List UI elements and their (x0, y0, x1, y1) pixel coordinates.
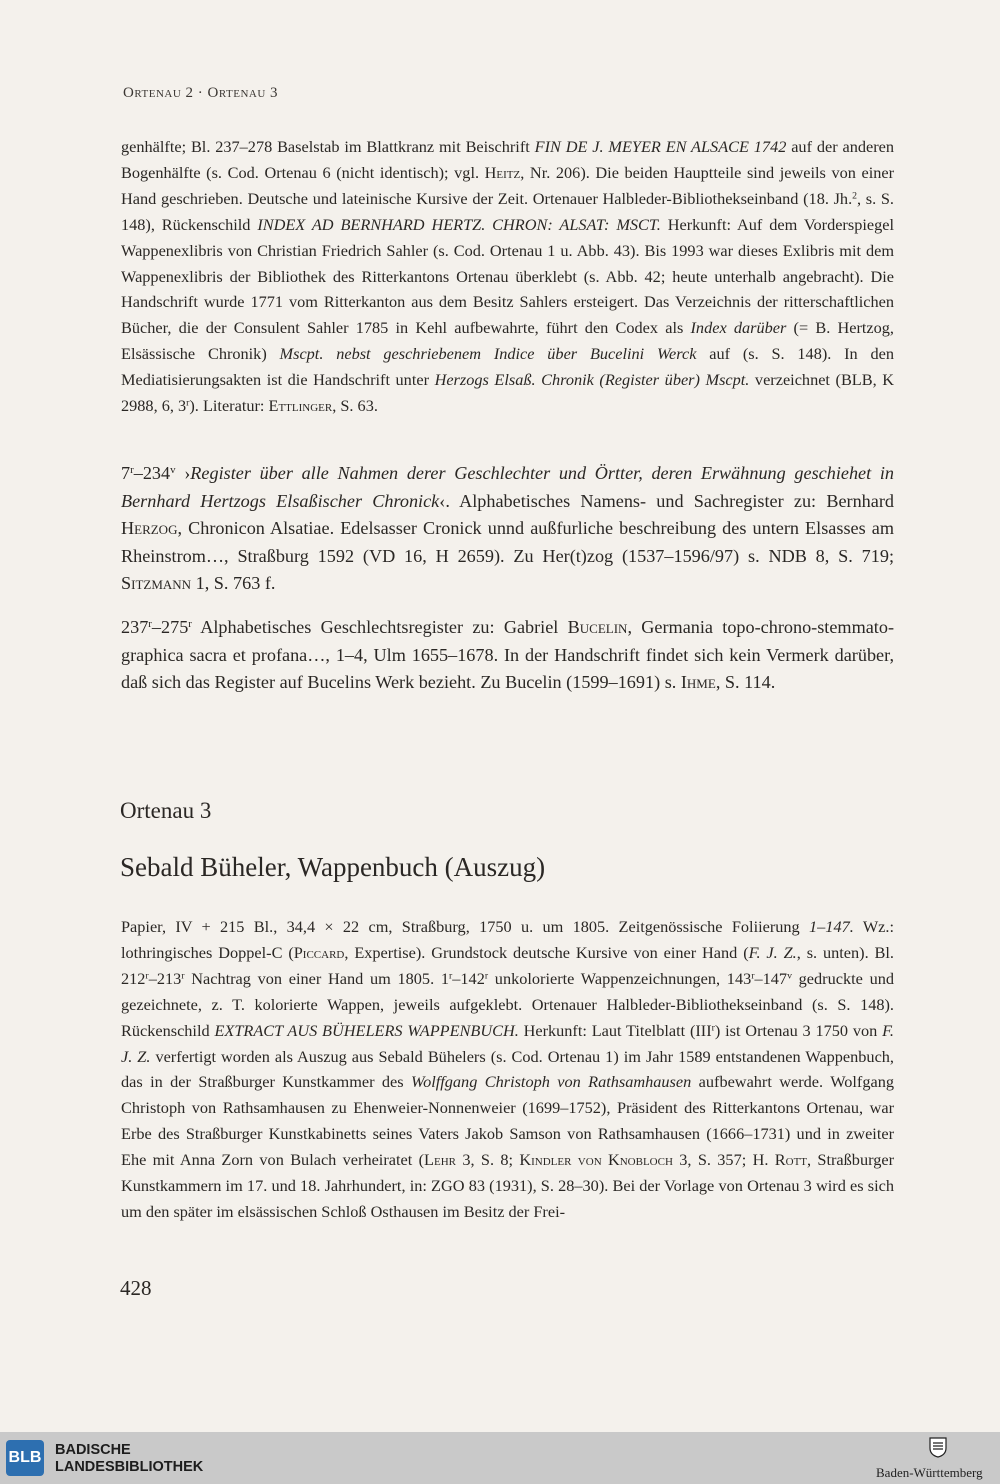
text-run: auf der anderen Bogenhälfte (s. Cod. Ortenau 6 (nicht identisch); vgl. (121, 137, 895, 182)
text-run: , Expertise). Grundstock deutsche Kursive von einer Hand ( (344, 942, 749, 962)
paragraph (121, 134, 894, 419)
page-number: 428 (120, 1276, 152, 1300)
text-run: Wz.: lothringisches Doppel-C ( (121, 917, 895, 962)
small-caps-name: Heitz (484, 162, 521, 182)
library-name[interactable] (55, 1442, 203, 1476)
blb-logo[interactable]: BLB (6, 1440, 44, 1476)
small-caps-name: Ettlinger (268, 396, 333, 416)
superscript: v (787, 970, 792, 982)
text-run: verzeichnet (BLB, K 2988, 6, 3 (121, 370, 894, 416)
small-caps-name: Rott (774, 1150, 808, 1170)
text-run: 1, S. 763 f. (191, 573, 276, 594)
superscript: r (449, 970, 453, 982)
text-run: › (175, 463, 191, 483)
superscript: r (130, 464, 134, 476)
section-heading: Ortenau 3 (120, 798, 212, 823)
italic-text: EXTRACT AUS BÜHELERS WAPPENBUCH. (214, 1020, 519, 1040)
small-caps-name: Kindler von Knobloch (519, 1150, 673, 1170)
italic-text: F. J. Z. (748, 942, 797, 962)
text-run: –275 (151, 617, 189, 637)
text-run: –147 (754, 968, 788, 988)
text-run: 237 (121, 617, 149, 637)
superscript: 2 (852, 190, 858, 202)
small-caps-name: Lehr (424, 1150, 456, 1170)
text-run: (= B. Hertzog, Elsässische Chronik) (121, 318, 894, 364)
text-run: , Chronicon Alsatiae. Edelsasser Cronick unnd außfurliche beschreibung des untern Elsasses am Rheinstrom…, Straßburg 1592 (VD 16, H 2659). Zu Her(t)zog (1537–1596/97) s. NDB 8, S. 719; (121, 518, 894, 566)
small-caps-name: Sitzmann (121, 573, 192, 594)
superscript: r (751, 970, 755, 982)
text-run: Nachtrag von einer Hand um 1805. 1 (184, 968, 449, 988)
text-run: ) ist Ortenau 3 1750 von (714, 1020, 883, 1040)
text-run: Alphabetisches Geschlechtsregister zu: Gabriel (191, 617, 568, 637)
text-run: 7 (121, 463, 131, 483)
text-run: ). Literatur: (189, 396, 269, 416)
text-run: Papier, IV + 215 Bl., 34,4 × 22 cm, Straßburg, 1750 u. um 1805. Zeitgenössische Foliierung (121, 917, 810, 936)
viewer-footer (0, 1432, 1000, 1484)
small-caps-name: Herzog (121, 518, 178, 539)
text-run: gedruckte und gezeichnete, z. T. kolorierte Wappen, jeweils aufgeklebt. Ortenauer Halbleder-Bibliothekseinband (s. S. 148). Rückenschild (121, 968, 894, 1040)
small-caps-name: Piccard (293, 942, 345, 962)
paragraph (121, 914, 894, 1225)
italic-text: Register über alle Nahmen derer Geschlechter und Örtter, deren Erwähnung geschiehet in Bernhard Hertzogs Elsaßischer Chronick (121, 463, 894, 511)
superscript: r (148, 618, 152, 630)
italic-text: F. J. Z. (121, 1020, 894, 1066)
text-run: , Nr. 206). Die beiden Hauptteile sind jeweils von einer Hand geschrieben. Deutsche und lateinische Kursive der Zeit. Ortenauer Halbleder-Bibliothekseinband (18. Jh. (121, 162, 895, 208)
text-run: , Germania topo-chrono-stemmato-graphica sacra et profana…, 1–4, Ulm 1655–1678. In der Handschrift findet sich kein Vermerk darüber, daß sich das Register auf Bucelins Werk bezieht. Zu Bucelin (1599–1691) s. (121, 617, 894, 693)
italic-text: INDEX AD BERNHARD HERTZ. CHRON: ALSAT: MSCT. (257, 214, 661, 234)
superscript: r (145, 970, 149, 982)
superscript: r (484, 970, 489, 982)
text-run: , s. S. 148), Rückenschild (121, 188, 894, 234)
text-run: auf (s. S. 148). In den Mediatisierungsakten ist die Handschrift unter (121, 344, 894, 390)
text-run: , Straßburger Kunstkammern im 17. und 18. Jahrhundert, in: ZGO 83 (1931), S. 28–30). Bei der Vorlage von Ortenau 3 wird es sich um den später im elsässischen Schloß Osthausen im Besitz der Frei- (121, 1150, 894, 1221)
text-run: verfertigt worden als Auszug aus Sebald Bühelers (s. Cod. Ortenau 1) im Jahr 1589 entstandenen Wappenbuch, das in der Straßburger Kunstkammer des (121, 1046, 895, 1092)
italic-text: Wolffgang Christoph von Rathsamhausen (411, 1072, 692, 1092)
italic-text: Herzogs Elsaß. Chronik (Register über) Mscpt. (434, 370, 750, 390)
text-run: aufbewahrt werde. Wolfgang Christoph von Rathsamhausen zu Ehenweier-Nonnenweier (1699–1752), Präsident des Ritterkantons Ortenau, war Erbe des Straßburger Kunstkabinetts seines Vaters Jakob Samson von Rathsamhausen (1666–1731) und in zweiter Ehe mit Anna Zorn von Bulach verheiratet ( (121, 1072, 894, 1170)
small-caps-name: Ihme (680, 672, 716, 693)
paragraph (121, 460, 894, 598)
library-name-line: LANDESBIBLIOTHEK (55, 1459, 204, 1475)
superscript: r (181, 970, 185, 982)
text-run: , s. unten). Bl. 212 (121, 942, 894, 988)
text-run: –142 (452, 968, 485, 988)
text-run: unkolorierte Wappenzeichnungen, 143 (488, 968, 752, 988)
text-run: genhälfte; Bl. 237–278 Baselstab im Blattkranz mit Beischrift (121, 137, 535, 156)
running-head: Ortenau 2 · Ortenau 3 (123, 85, 279, 101)
text-run: –213 (148, 968, 182, 988)
text-run: Herkunft: Laut Titelblatt (III (518, 1020, 712, 1040)
superscript: v (170, 464, 176, 476)
text-run: 3, S. 8; (455, 1150, 520, 1170)
superscript: r (188, 618, 192, 630)
italic-text: Mscpt. nebst geschriebenem Indice über Bucelini Werck (279, 344, 697, 364)
italic-text: FIN DE J. MEYER EN ALSACE 1742 (534, 137, 787, 156)
italic-text: 1–147. (809, 917, 854, 936)
superscript: r (186, 397, 190, 409)
text-run: ‹. Alphabetisches Namens- und Sachregister zu: Bernhard (439, 490, 894, 511)
italic-text: Index darüber (690, 318, 787, 338)
text-run: 3, S. 357; H. (672, 1150, 775, 1170)
text-run: –234 (133, 463, 171, 483)
small-caps-name: Bucelin (567, 617, 628, 637)
paragraph (121, 614, 894, 697)
library-name-line: BADISCHE (55, 1442, 131, 1458)
state-label[interactable]: Baden-Württemberg (876, 1465, 983, 1480)
superscript: r (711, 1022, 715, 1034)
text-run: , S. 114. (715, 672, 776, 693)
text-run: , S. 63. (332, 396, 378, 416)
text-run: Herkunft: Auf dem Vorderspiegel Wappenexlibris von Christian Friedrich Sahler (s. Cod. Ortenau 1 u. Abb. 43). Bis 1993 war dieses Exlibris mit dem Wappenexlibris der Bibliothek des Ritterkantons Ortenau überklebt (s. Abb. 42; heute unterhalb angebracht). Die Handschrift wurde 1771 vom Ritterkanton aus dem Besitz Sahlers ersteigert. Das Verzeichnis der ritterschaftlichen Bücher, die der Consulent Sahler 1785 in Kehl aufbewahrte, führt den Codex als (121, 214, 894, 338)
section-title: Sebald Büheler, Wappenbuch (Auszug) (120, 852, 546, 882)
coat-of-arms-icon (928, 1436, 948, 1458)
